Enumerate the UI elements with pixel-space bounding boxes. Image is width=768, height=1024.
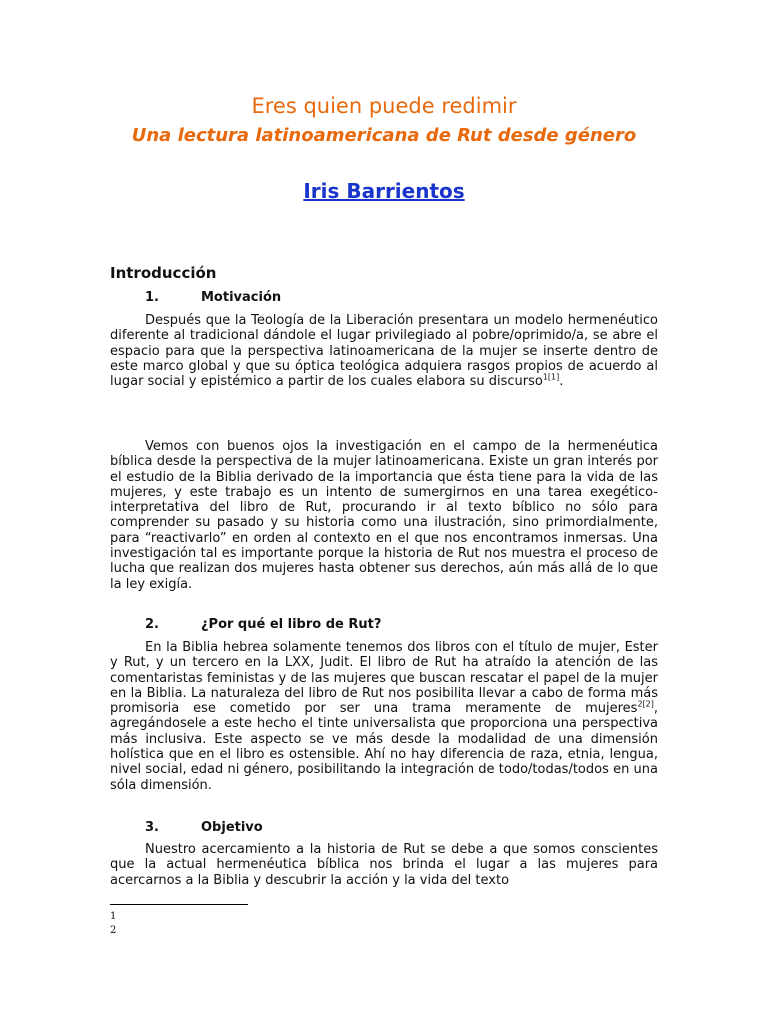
paragraph-text-continued: , agregándosele a este hecho el tinte universalista que proporciona una perspectiva más inclusiva. Este aspecto se ve más desde la modalidad de una dimensión holística que en el libro es ostensible. Ahí no hay diferencia de raza, etnia, lengua, nivel social, edad ni género, posibilitando la integración de todo/todas/todos en una sóla dimensión. xyxy=(110,701,658,793)
author-link[interactable]: Iris Barrientos xyxy=(303,179,465,203)
paragraph-motivacion-1 xyxy=(110,313,658,389)
paragraph-text: Después que la Teología de la Liberación presentara un modelo hermenéutico diferente al tradicional dándole el lugar privilegiado al pobre/oprimido/a, se abre el espacio para que la perspectiva latinoamericana de la mujer se inserte dentro de este marco global y que su óptica teológica adquiera rasgos propios de acuerdo al lugar social y epistémico a partir de los cuales elabora su discurso xyxy=(110,313,658,390)
paragraph-text: En la Biblia hebrea solamente tenemos dos libros con el título de mujer, Ester y Rut, y un tercero en la LXX, Judit. El libro de Rut ha atraído la atención de las comentaristas feministas y de las mujeres que buscan rescatar el papel de la mujer en la Biblia. La naturaleza del libro de Rut nos posibilita llevar a cabo de forma más promisoria ese cometido por ser una trama meramente de mujeres xyxy=(110,640,658,717)
paragraph-motivacion-2: Vemos con buenos ojos la investigación en el campo de la hermenéutica bíblica desde la perspectiva de la mujer latinoamericana. Existe un gran interés por el estudio de la Biblia derivado de la importancia que ésta tiene para la vida de las mujeres, y este trabajo es un intento de sumergirnos en una tarea exegético-interpretativa del libro de Rut, procurando ir al texto bíblico no sólo para comprender su pasado y su historia como una ilustración, sino primordialmente, para “reactivarlo” en orden al contexto en el que nos encontramos inmersas. Una investigación tal es importante porque la historia de Rut nos muestra el proceso de lucha que realizan dos mujeres hasta obtener sus derechos, aún más allá de lo que la ley exigía. xyxy=(110,439,658,592)
document-subtitle: Una lectura latinoamericana de Rut desde género xyxy=(131,125,637,146)
subsection-number: 1. xyxy=(145,290,159,305)
subsection-heading-motivacion xyxy=(145,288,281,308)
section-heading-introduccion: Introducción xyxy=(110,264,217,282)
footnote-2: 2 xyxy=(110,925,117,936)
paragraph-objetivo: Nuestro acercamiento a la historia de Rut se debe a que somos conscientes que la actual hermenéutica bíblica nos brinda el lugar a las mujeres para acercarnos a la Biblia y descubrir la acción y la vida del texto xyxy=(110,842,658,888)
subsection-title: ¿Por qué el libro de Rut? xyxy=(201,617,382,632)
subsection-heading-por-que-rut xyxy=(145,615,381,635)
subsection-title: Motivación xyxy=(201,290,282,305)
footnote-ref-2[interactable]: 2[2] xyxy=(637,699,654,709)
footnote-1: 1 xyxy=(110,911,117,922)
author-name xyxy=(0,177,768,205)
subsection-title: Objetivo xyxy=(201,820,263,835)
paragraph-end: . xyxy=(559,374,564,390)
footnote-separator xyxy=(110,904,248,905)
paragraph-por-que-rut xyxy=(110,640,658,793)
subsection-number: 3. xyxy=(145,820,159,835)
subsection-heading-objetivo xyxy=(145,818,263,838)
subsection-number: 2. xyxy=(145,617,159,632)
document-title: Eres quien puede redimir xyxy=(251,94,517,118)
footnote-ref-1[interactable]: 1[1] xyxy=(542,372,560,382)
